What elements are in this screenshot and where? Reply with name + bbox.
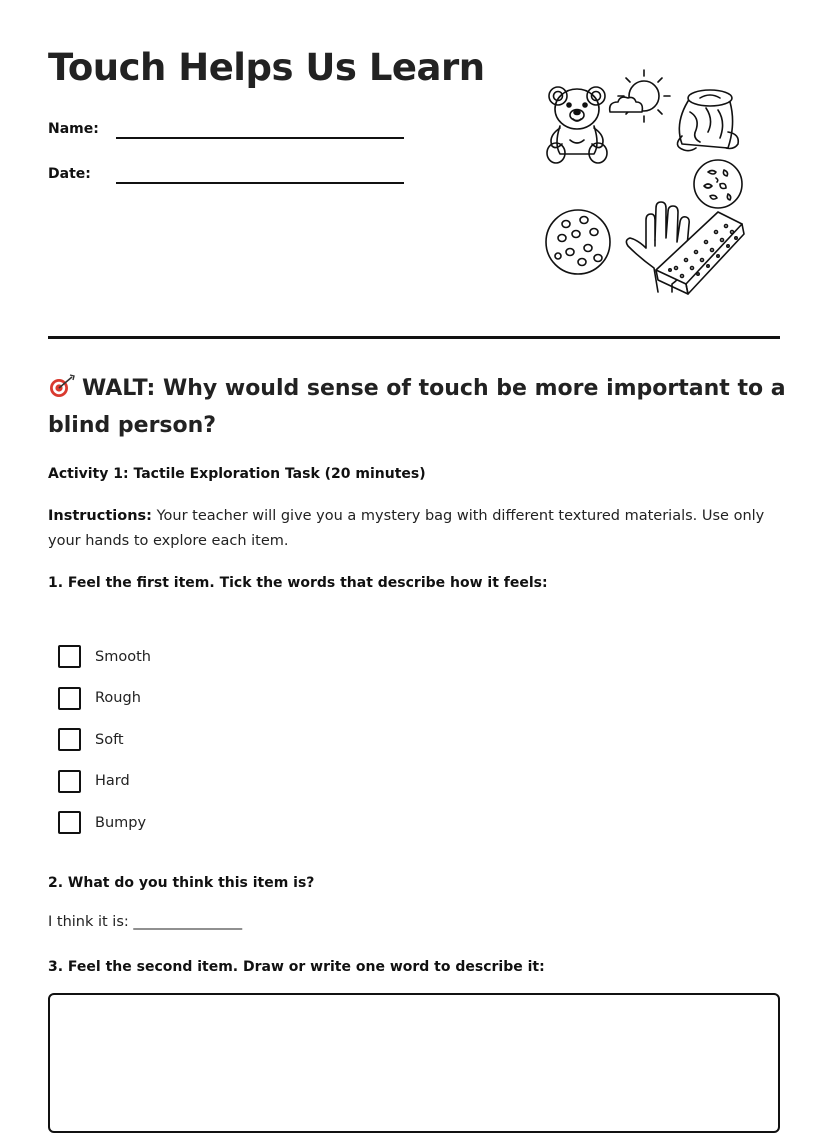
- target-icon: [48, 374, 76, 398]
- question-1: 1. Feel the first item. Tick the words that describe how it feels:: [48, 575, 548, 591]
- checklist-item-rough: [58, 678, 151, 720]
- checklist-item-soft: [58, 719, 151, 761]
- cookie-icon: [546, 210, 610, 274]
- name-write-line[interactable]: [116, 117, 404, 139]
- walt-heading: [48, 370, 788, 444]
- hard-checkbox[interactable]: [58, 770, 81, 793]
- drawing-answer-box[interactable]: [48, 993, 780, 1133]
- smooth-checkbox[interactable]: [58, 645, 81, 668]
- answer-prompt[interactable]: I think it is: _______________: [48, 914, 243, 930]
- checklist-item-smooth: [58, 636, 151, 678]
- date-write-line[interactable]: [116, 162, 404, 184]
- name-label: Name:: [48, 121, 99, 137]
- bumpy-checkbox[interactable]: [58, 811, 81, 834]
- checkbox-label: Hard: [95, 773, 130, 790]
- instructions-lead: Instructions:: [48, 508, 152, 524]
- sun-cloud-icon: [610, 70, 670, 122]
- wood-log-icon: [677, 90, 738, 151]
- checkbox-label: Rough: [95, 690, 141, 707]
- question-3: 3. Feel the second item. Draw or write one word to describe it:: [48, 959, 545, 975]
- date-label: Date:: [48, 166, 91, 182]
- question-2: 2. What do you think this item is?: [48, 875, 315, 891]
- checkbox-label: Smooth: [95, 648, 151, 665]
- walt-text: WALT: Why would sense of touch be more important to a blind person?: [48, 376, 786, 438]
- activity-heading: Activity 1: Tactile Exploration Task (20 minutes): [48, 466, 426, 482]
- checklist-item-hard: [58, 761, 151, 803]
- instructions-paragraph: [48, 504, 768, 554]
- teddy-bear-icon: [547, 87, 607, 163]
- rough-checkbox[interactable]: [58, 687, 81, 710]
- section-divider: [48, 336, 780, 339]
- textured-ball-icon: [694, 160, 742, 208]
- instructions-text: Your teacher will give you a mystery bag with different textured materials. Use only your hands to explore each item.: [48, 508, 765, 549]
- soft-checkbox[interactable]: [58, 728, 81, 751]
- worksheet-title: Touch Helps Us Learn: [48, 46, 485, 89]
- checkbox-label: Soft: [95, 731, 124, 748]
- sponge-icon: [656, 212, 744, 294]
- date-field-row: [48, 162, 404, 182]
- touch-objects-illustration: [540, 62, 752, 298]
- checkbox-label: Bumpy: [95, 814, 147, 831]
- texture-checklist: [58, 636, 151, 844]
- checklist-item-bumpy: [58, 802, 151, 844]
- name-field-row: [48, 117, 404, 137]
